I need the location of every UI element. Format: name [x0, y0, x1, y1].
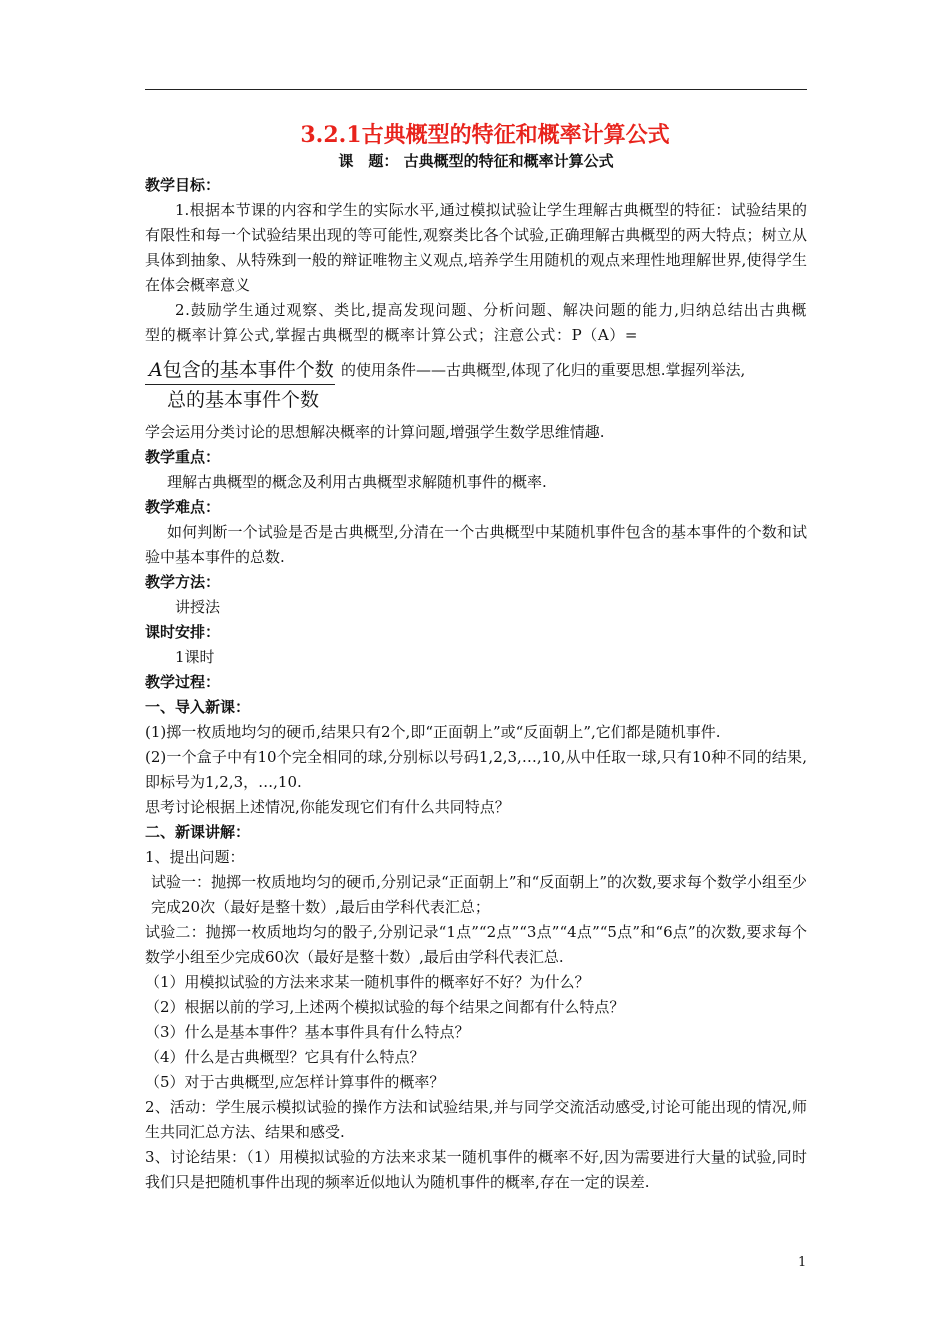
formula-event-variable: A: [149, 359, 163, 381]
experiment-2: 试验二：抛掷一枚质地均匀的骰子,分别记录“1点”“2点”“3点”“4点”“5点”和“6点”的次数,要求每个数学小组至少完成60次（最好是整十数）,最后由学科代表汇总.: [145, 923, 807, 966]
lecture-step-3: 3、讨论结果：（1）用模拟试验的方法来求某一随机事件的概率不好,因为需要进行大量的试验,同时我们只是把随机事件出现的频率近似地认为随机事件的概率,存在一定的误差.: [145, 1148, 807, 1191]
question-5: （5）对于古典概型,应怎样计算事件的概率？: [145, 1073, 445, 1091]
formula-followup-text: 的使用条件——古典概型,体现了化归的重要思想.掌握列举法,: [341, 361, 746, 379]
lecture-step-2: 2、活动：学生展示模拟试验的操作方法和试验结果,并与同学交流活动感受,讨论可能出现的情况,师生共同汇总方法、结果和感受.: [145, 1098, 807, 1141]
lecture-step-1: 1、提出问题：: [145, 848, 245, 866]
formula-numerator: [145, 356, 335, 385]
goals-paragraph-1: 1.根据本节课的内容和学生的实际水平,通过模拟试验让学生理解古典概型的特征：试验结果的有限性和每一个试验结果出现的等可能性,观察类比各个试验,正确理解古典概型的两大特点；树立从具体到抽象、从特殊到一般的辩证唯物主义观点,培养学生用随机的观点来理性地理解世界,使得学生在体会概率意义: [145, 201, 807, 294]
document-title: 3.2.1古典概型的特征和概率计算公式: [300, 122, 670, 148]
schedule-heading: 课时安排：: [145, 623, 221, 641]
process-heading: 教学过程：: [145, 673, 221, 691]
intro-section-heading: 一、导入新课：: [145, 698, 251, 716]
formula-fraction: [145, 356, 335, 413]
goals-heading: 教学目标：: [145, 176, 221, 194]
difficulty-heading: 教学难点：: [145, 498, 221, 516]
method-heading: 教学方法：: [145, 573, 221, 591]
question-3: （3）什么是基本事件？基本事件具有什么特点？: [145, 1023, 470, 1041]
document-page: [145, 120, 807, 1195]
key-points-text: 理解古典概型的概念及利用古典概型求解随机事件的概率.: [167, 473, 547, 491]
intro-item-2: (2)一个盒子中有10个完全相同的球,分别标以号码1,2,3,…,10,从中任取一球,只有10种不同的结果,即标号为1,2,3，…,10.: [145, 748, 807, 791]
question-2: （2）根据以前的学习,上述两个模拟试验的每个结果之间都有什么特点？: [145, 998, 625, 1016]
method-text: 讲授法: [175, 598, 221, 616]
difficulty-text: 如何判断一个试验是否是古典概型,分清在一个古典概型中某随机事件包含的基本事件的个数和试验中基本事件的总数.: [145, 523, 807, 566]
formula-numerator-text: 包含的基本事件个数: [162, 359, 334, 381]
lecture-section-heading: 二、新课讲解：: [145, 823, 251, 841]
page-number: 1: [798, 1255, 807, 1270]
intro-item-1: (1)掷一枚质地均匀的硬币,结果只有2个,即“正面朝上”或“反面朝上”,它们都是随机事件.: [145, 723, 721, 741]
formula-denominator: 总的基本事件个数: [167, 389, 320, 411]
lesson-subtitle: 课 题： 古典概型的特征和概率计算公式: [338, 152, 614, 170]
probability-formula: [145, 352, 807, 420]
goals-paragraph-3: 学会运用分类讨论的思想解决概率的计算问题,增强学生数学思维情趣.: [145, 423, 605, 441]
header-rule: [145, 89, 807, 90]
question-4: （4）什么是古典概型？它具有什么特点？: [145, 1048, 425, 1066]
schedule-text: 1课时: [175, 648, 215, 666]
question-1: （1）用模拟试验的方法来求某一随机事件的概率好不好？为什么？: [145, 973, 590, 991]
experiment-1: 试验一：抛掷一枚质地均匀的硬币,分别记录“正面朝上”和“反面朝上”的次数,要求每个数学小组至少完成20次（最好是整十数）,最后由学科代表汇总；: [151, 873, 807, 916]
intro-question: 思考讨论根据上述情况,你能发现它们有什么共同特点？: [145, 798, 510, 816]
key-points-heading: 教学重点：: [145, 448, 221, 466]
goals-paragraph-2: 2.鼓励学生通过观察、类比,提高发现问题、分析问题、解决问题的能力,归纳总结出古典概型的概率计算公式,掌握古典概型的概率计算公式；注意公式：P（A）=: [145, 301, 807, 344]
